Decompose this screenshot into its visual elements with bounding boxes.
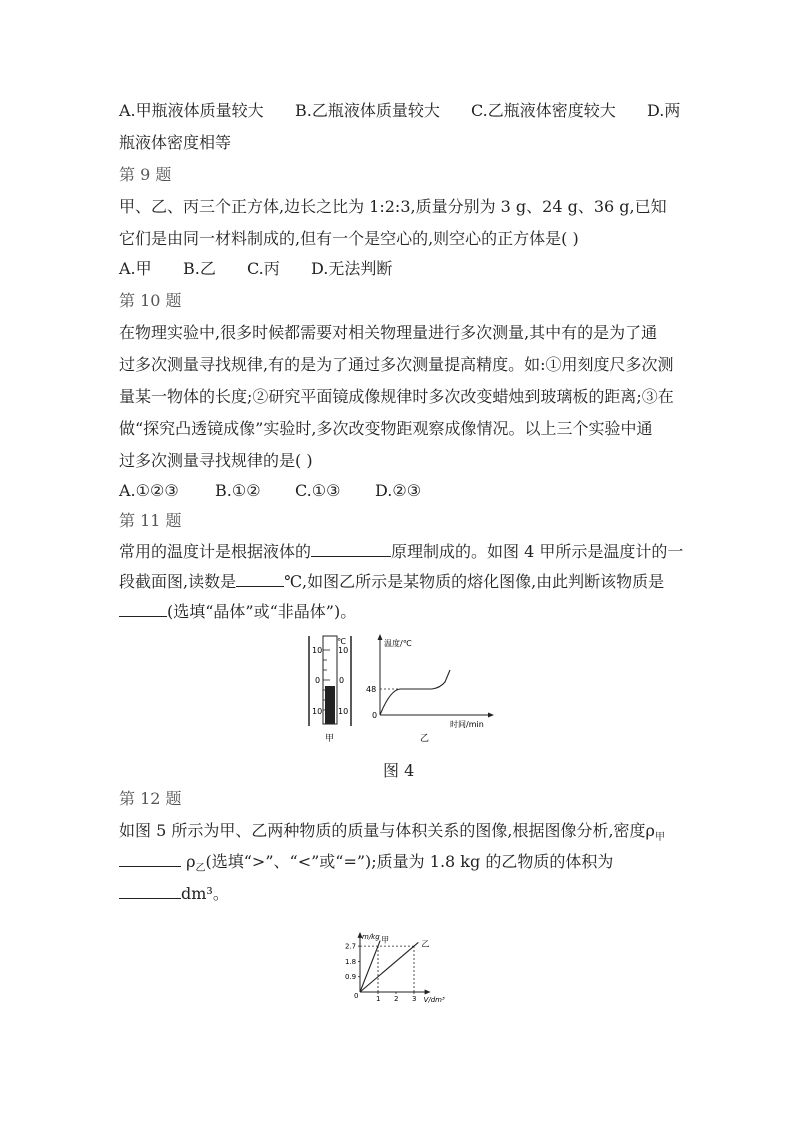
q12-stem-1: [119, 820, 665, 849]
thermometer-figure: [309, 636, 351, 744]
q8-option-c[interactable]: C.乙瓶液体密度较大: [471, 101, 616, 120]
q8-option-a[interactable]: A.甲瓶液体质量较大: [119, 101, 264, 120]
q10-option-a[interactable]: A.①②③: [119, 481, 179, 500]
q9-stem-2: 它们是由同一材料制成的,但有一个是空心的,则空心的正方体是( ): [119, 229, 579, 248]
melting-curve: [380, 670, 450, 715]
melting-chart: [366, 634, 494, 744]
q12-blank-volume[interactable]: [119, 882, 181, 899]
melting-chart-ymark: 48: [366, 685, 377, 694]
q11-stem-2b: ℃,如图乙所示是某物质的熔化图像,由此判断该物质是: [284, 572, 665, 591]
melting-chart-label: 乙: [420, 734, 430, 744]
q9-stem-1: 甲、乙、丙三个正方体,边长之比为 1:2:3,质量分别为 3 g、24 g、36 g,已知: [119, 197, 667, 216]
q8-option-b[interactable]: B.乙瓶液体质量较大: [295, 101, 440, 120]
x-axis-arrow: [425, 990, 431, 995]
q12-stem-3: [119, 882, 229, 905]
q10-stem-4: 做“探究凸透镜成像”实验时,多次改变物距观察成像情况。以上三个实验中通: [119, 419, 653, 438]
y-axis-label: m/kg: [362, 932, 380, 941]
y-tick-label: 1.8: [345, 957, 357, 966]
q10-option-c[interactable]: C.①③: [295, 481, 341, 500]
q11-stem-2: [119, 570, 664, 593]
origin-label: 0: [354, 992, 359, 1000]
thermometer-tick-top-left: 10: [312, 646, 323, 655]
y-tick-label: 0.9: [345, 973, 357, 982]
q11-stem-2a: 段截面图,读数是: [119, 572, 237, 591]
figure-5-chart: [335, 910, 460, 1005]
q12-sub-jia: 甲: [654, 832, 665, 844]
thermometer-label: 甲: [325, 734, 335, 744]
x-axis-label: V/dm³: [423, 996, 445, 1004]
q9-option-c[interactable]: C.丙: [247, 259, 280, 278]
thermometer-tick-top-right: 10: [338, 646, 349, 655]
thermometer-tick-mid-right: 0: [339, 676, 345, 685]
q12-blank-density[interactable]: [119, 850, 181, 867]
y-tick-label: 2.7: [345, 942, 357, 951]
q11-stem-1a: 常用的温度计是根据液体的: [119, 542, 312, 561]
melting-chart-xlabel: 时间/min: [450, 720, 484, 729]
series-line-jia: [360, 941, 380, 992]
series-label-yi: 乙: [421, 939, 430, 949]
q11-blank-principle[interactable]: [311, 540, 391, 557]
q11-stem-1: [119, 540, 683, 563]
q10-option-b[interactable]: B.①②: [215, 481, 261, 500]
q9-header: 第 9 题: [119, 165, 172, 184]
thermometer-tick-bot-left: 10: [312, 707, 323, 716]
x-tick-label: 1: [376, 995, 381, 1003]
thermometer-liquid-column: [325, 686, 335, 724]
q8-option-d-cont: 瓶液体密度相等: [119, 133, 232, 152]
melting-chart-ylabel: 温度/℃: [384, 639, 412, 648]
q12-stem-1a: 如图 5 所示为甲、乙两种物质的质量与体积关系的图像,根据图像分析,密度ρ: [119, 821, 655, 840]
melting-chart-origin: 0: [372, 711, 378, 720]
q10-stem-2: 过多次测量寻找规律,有的是为了通过多次测量提高精度。如:①用刻度尺多次测: [119, 355, 674, 374]
q11-header: 第 11 题: [119, 511, 182, 530]
q8-option-d[interactable]: D.两: [647, 101, 681, 120]
q11-stem-1b: 原理制成的。如图 4 甲所示是温度计的一: [391, 542, 684, 561]
q10-stem-5: 过多次测量寻找规律的是( ): [119, 451, 313, 470]
q12-header: 第 12 题: [119, 789, 182, 808]
q11-blank-reading[interactable]: [236, 570, 284, 587]
figure-4-caption: 图 4: [383, 761, 415, 780]
figure-4: [300, 630, 520, 745]
q9-option-d[interactable]: D.无法判断: [311, 259, 393, 278]
q9-option-b[interactable]: B.乙: [183, 259, 216, 278]
x-tick-label: 3: [412, 995, 417, 1003]
q12-rho: ρ: [186, 852, 196, 871]
q11-stem-3: [119, 600, 356, 623]
series-label-jia: 甲: [381, 935, 390, 945]
series-line-yi: [360, 942, 418, 992]
q10-header: 第 10 题: [119, 291, 182, 310]
thermometer-unit: ℃: [337, 637, 346, 646]
q11-blank-type[interactable]: [119, 600, 167, 617]
q10-stem-1: 在物理实验中,很多时候都需要对相关物理量进行多次测量,其中有的是为了通: [119, 323, 658, 342]
q10-option-d[interactable]: D.②③: [375, 481, 422, 500]
thermometer-tick-bot-right: 10: [338, 707, 349, 716]
q12-sub-yi: 乙: [195, 863, 206, 875]
q12-stem-3b: dm³。: [181, 884, 229, 903]
q10-stem-3: 量某一物体的长度;②研究平面镜成像规律时多次改变蜡烛到玻璃板的距离;③在: [119, 387, 674, 406]
x-tick-label: 2: [394, 995, 399, 1003]
q12-stem-2b: (选填“>”、“<”或“=”);质量为 1.8 kg 的乙物质的体积为: [205, 852, 614, 871]
chart-series: [360, 941, 418, 992]
q11-stem-3b: (选填“晶体”或“非晶体”)。: [167, 602, 357, 621]
q12-stem-2: [119, 850, 613, 880]
q9-option-a[interactable]: A.甲: [119, 259, 152, 278]
thermometer-tick-mid-left: 0: [315, 676, 321, 685]
